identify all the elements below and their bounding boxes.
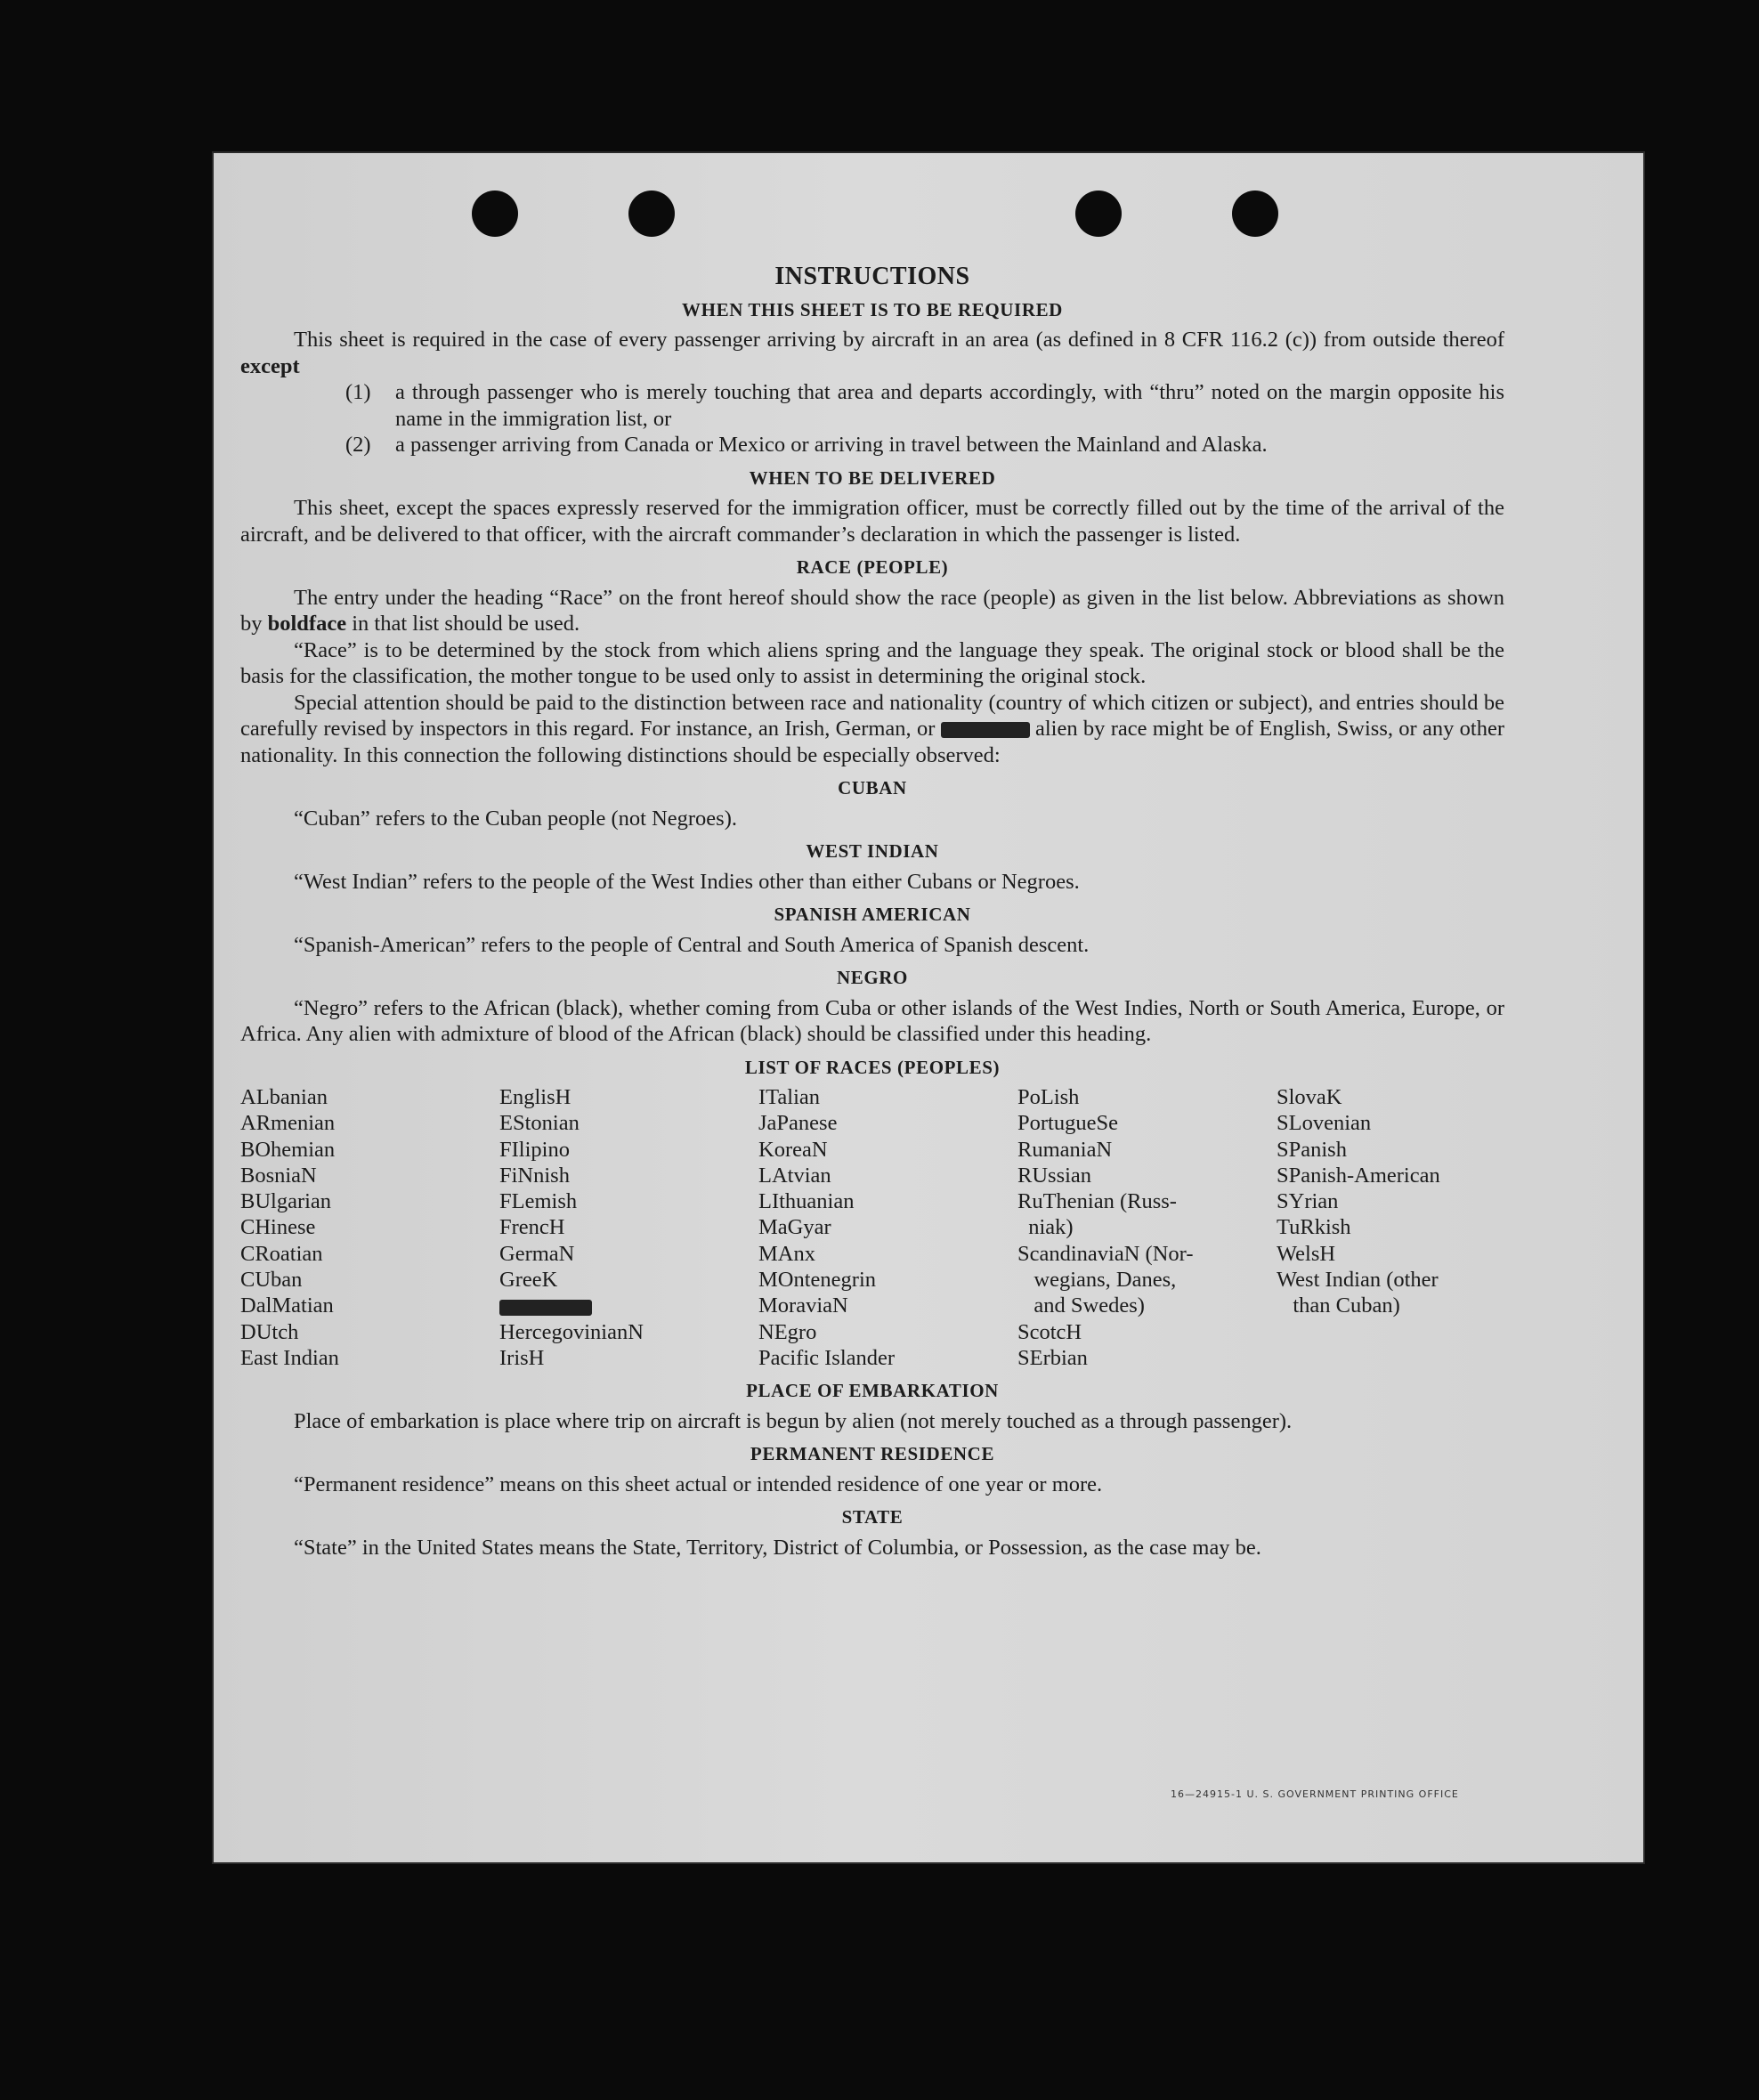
exception-item: (2) a passenger arriving from Canada or Mexico or arriving in travel between the Mainland and Alaska. <box>345 433 1268 457</box>
punch-hole <box>1232 191 1278 237</box>
race-entry: SErbian <box>1017 1345 1088 1370</box>
race-entry: BosniaN <box>240 1163 317 1188</box>
race-entry: FIlipino <box>499 1137 570 1162</box>
printing-office-code: 16—24915-1 U. S. GOVERNMENT PRINTING OFFICE <box>1171 1788 1459 1800</box>
when-required-intro: This sheet is required in the case of every passenger arriving by aircraft in an area (as defined in 8 CFR 116.2 (c)) from outside thereof except <box>240 328 1504 378</box>
race-entry: ScotcH <box>1017 1319 1082 1344</box>
race-entry: MaGyar <box>758 1215 831 1240</box>
race-entry: East Indian <box>240 1345 339 1370</box>
race-entry: niak) <box>1017 1215 1074 1240</box>
race-entry: BOhemian <box>240 1137 336 1162</box>
heading-permanent-residence: PERMANENT RESIDENCE <box>750 1443 995 1465</box>
heading-negro: NEGRO <box>836 967 908 988</box>
race-entry: FrencH <box>499 1215 565 1240</box>
race-entry: EStonian <box>499 1111 580 1136</box>
race-entry: IrisH <box>499 1345 545 1370</box>
heading-cuban: CUBAN <box>838 777 907 799</box>
exception-item: (1) a through passenger who is merely touching that area and departs accordingly, with “thru” noted on the margin opposite his name in the immigration list, or <box>345 380 1504 431</box>
races-column <box>1277 1084 1508 1371</box>
when-delivered-text: This sheet, except the spaces expressly reserved for the immigration officer, must be correctly filled out by the time of the arrival of the aircraft, and be delivered to that officer, with the aircraft commander’s declaration in which the passenger is listed. <box>240 496 1504 547</box>
race-entry: LIthuanian <box>758 1189 855 1214</box>
race-entry: ALbanian <box>240 1085 328 1109</box>
heading-embarkation: PLACE OF EMBARKATION <box>746 1380 999 1402</box>
race-entry: FiNnish <box>499 1163 570 1188</box>
race-entry: RUssian <box>1017 1163 1092 1188</box>
race-entry: wegians, Danes, <box>1017 1268 1177 1293</box>
race-entry: SPanish-American <box>1277 1163 1440 1188</box>
west-indian-text: “West Indian” refers to the people of the West Indies other than either Cubans or Negroes. <box>294 869 1080 894</box>
race-paragraph-1: The entry under the heading “Race” on the front hereof should show the race (people) as given in the list below. Abbreviations as shown by boldface in that list should be used. <box>240 585 1504 636</box>
race-entry: PortugueSe <box>1017 1111 1118 1136</box>
race-entry: ScandinaviaN (Nor- <box>1017 1241 1194 1266</box>
race-entry: RuThenian (Russ- <box>1017 1189 1177 1214</box>
race-entry: MOntenegrin <box>758 1268 876 1293</box>
race-entry: SYrian <box>1277 1189 1339 1214</box>
heading-spanish-american: SPANISH AMERICAN <box>774 904 971 925</box>
heading-list-of-races: LIST OF RACES (PEOPLES) <box>744 1056 1001 1078</box>
race-entry: NEgro <box>758 1319 817 1344</box>
residence-text: “Permanent residence” means on this sheet actual or intended residence of one year or more. <box>294 1472 1103 1496</box>
race-entry: SPanish <box>1277 1137 1347 1162</box>
embarkation-text: Place of embarkation is place where trip on aircraft is begun by alien (not merely touched as a through passenger). <box>294 1408 1293 1433</box>
punch-hole <box>472 191 518 237</box>
race-entry: RumaniaN <box>1017 1137 1113 1162</box>
heading-when-required: WHEN THIS SHEET IS TO BE REQUIRED <box>682 298 1063 320</box>
state-text: “State” in the United States means the State, Territory, District of Columbia, or Possession, as the case may be. <box>294 1535 1261 1560</box>
page-title: INSTRUCTIONS <box>774 263 970 290</box>
race-entry: JaPanese <box>758 1111 838 1136</box>
negro-text: “Negro” refers to the African (black), whether coming from Cuba or other islands of the West Indies, North or South America, Europe, or Africa. Any alien with admixture of blood of the African (black) should be classified under this heading. <box>240 995 1504 1046</box>
races-column <box>499 1084 758 1371</box>
heading-race: RACE (PEOPLE) <box>796 556 949 578</box>
heading-state: STATE <box>841 1506 904 1528</box>
race-entry: GreeK <box>499 1268 558 1293</box>
instructions-content <box>240 264 1504 1561</box>
race-paragraph-2: “Race” is to be determined by the stock from which aliens spring and the language they speak. The original stock or blood shall be the basis for the classification, the mother tongue to be used only to assist in determining the original stock. <box>240 637 1504 688</box>
race-entry: GermaN <box>499 1241 575 1266</box>
race-entry: BUlgarian <box>240 1189 332 1214</box>
race-entry: HercegovinianN <box>499 1319 644 1344</box>
race-entry: ARmenian <box>240 1111 336 1136</box>
race-entry: SlovaK <box>1277 1085 1342 1109</box>
race-entry: CHinese <box>240 1215 316 1240</box>
races-column <box>758 1084 1017 1371</box>
race-entry: TuRkish <box>1277 1215 1351 1240</box>
race-entry-redacted <box>499 1293 758 1318</box>
race-paragraph-3: Special attention should be paid to the distinction between race and nationality (country of which citizen or subject), and entries should be carefully revised by inspectors in this regard. For instance, an Irish, German, or alien by race might be of English, Swiss, or any other nationality. In this connection the following distinctions should be especially observed: <box>240 690 1504 767</box>
races-list <box>240 1084 1504 1371</box>
heading-west-indian: WEST INDIAN <box>806 840 939 862</box>
redaction-mark <box>499 1300 592 1316</box>
races-column <box>1017 1084 1277 1371</box>
race-entry: MoraviaN <box>758 1293 848 1318</box>
races-column <box>240 1084 499 1371</box>
race-entry: DUtch <box>240 1319 299 1344</box>
race-entry: West Indian (other <box>1277 1268 1439 1293</box>
race-entry: CRoatian <box>240 1241 323 1266</box>
race-entry: CUban <box>240 1268 303 1293</box>
redaction-mark <box>941 722 1030 738</box>
document-sheet <box>214 153 1643 1862</box>
race-entry: EnglisH <box>499 1085 571 1109</box>
race-entry: WelsH <box>1277 1241 1336 1266</box>
punch-hole <box>1075 191 1122 237</box>
spanish-american-text: “Spanish-American” refers to the people of Central and South America of Spanish descent. <box>294 932 1090 957</box>
race-entry: Pacific Islander <box>758 1345 896 1370</box>
heading-when-delivered: WHEN TO BE DELIVERED <box>749 466 996 489</box>
cuban-text: “Cuban” refers to the Cuban people (not Negroes). <box>294 806 737 831</box>
race-entry: ITalian <box>758 1085 821 1109</box>
punch-hole <box>628 191 675 237</box>
race-entry: KoreaN <box>758 1137 828 1162</box>
race-entry: FLemish <box>499 1189 578 1214</box>
race-entry: MAnx <box>758 1241 815 1266</box>
race-entry: and Swedes) <box>1017 1293 1145 1318</box>
race-entry: PoLish <box>1017 1085 1080 1109</box>
race-entry: DalMatian <box>240 1293 334 1318</box>
race-entry: SLovenian <box>1277 1111 1372 1136</box>
race-entry: than Cuban) <box>1277 1293 1400 1318</box>
race-entry: LAtvian <box>758 1163 831 1188</box>
